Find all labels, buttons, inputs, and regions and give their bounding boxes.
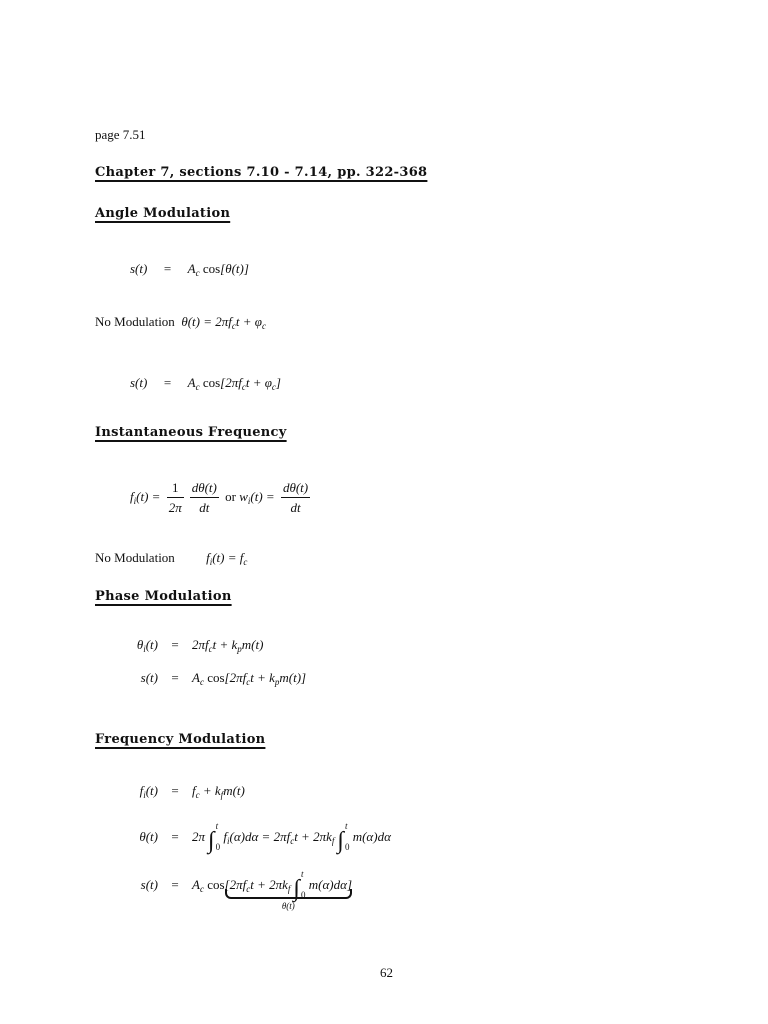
- equation-unmodulated-signal: $s(t) = A_c$ $\cos[2\pi f_ct + \varphi_c]$: [130, 375, 281, 392]
- section-title-frequency-modulation: Frequency Modulation: [95, 732, 266, 747]
- underbrace: [225, 889, 352, 899]
- no-modulation-phase-line: [95, 314, 266, 331]
- equation-instantaneous-frequency: $f_i(t)$ = $\frac{1}{2\pi}$ $\frac{d\theta(t)}{dt}$ or $w_i(t)$ = $\frac{d\theta(t)}{dt}$: [130, 480, 309, 515]
- equation-fm-frequency: $f_i(t) = f_c + k_fm(t)$: [139, 783, 245, 800]
- underbrace-group: [$2\pi f_ct + 2\pi k_f$ ∫ t 0 m(α)dα] θ(t): [224, 869, 353, 911]
- equation-pm-signal: $s(t) = A_c$ $\cos[2\pi f_ct + k_pm(t)]$: [140, 670, 307, 687]
- section-title-instantaneous-frequency: Instantaneous Frequency: [95, 425, 287, 440]
- equation-pm-theta: $\theta_i(t) = 2\pi f_ct + k_pm(t)$: [136, 637, 264, 654]
- section-title-angle-modulation: Angle Modulation: [95, 206, 231, 221]
- section-title-phase-modulation: Phase Modulation: [95, 589, 232, 604]
- or-label: or: [225, 488, 236, 504]
- no-modulation-label: No Modulation: [95, 314, 175, 329]
- equation-theta-unmodulated: $\theta(t) = 2\pi f_ct + \varphi_c$: [178, 314, 266, 331]
- page-number: 62: [380, 965, 393, 980]
- no-modulation-frequency-line: [95, 550, 247, 567]
- fraction-one-over-two-pi: $\frac{1}{2\pi}$: [168, 480, 182, 515]
- fraction-dtheta-dt-angular: $\frac{d\theta(t)}{dt}$: [282, 480, 309, 515]
- chapter-heading: Chapter 7, sections 7.10 - 7.14, pp. 322-368: [95, 165, 428, 180]
- equation-fi-equals-fc: $f_i(t) = f_c$: [206, 550, 248, 567]
- fraction-dtheta-dt: $\frac{d\theta(t)}{dt}$: [191, 480, 217, 515]
- underbrace-label: θ(t): [281, 901, 295, 911]
- page-label: page 7.51: [95, 127, 146, 142]
- no-modulation-label: No Modulation: [95, 550, 175, 565]
- equation-fm-theta: θ(t) = 2π ∫ t 0 $f_i(\alpha)d\alpha = 2\pi f_ct + 2\pi k_f$ ∫ t 0 m(α)dα: [139, 821, 391, 854]
- equation-fm-signal: $s(t) = A_c$ $\cos[2\pi f_ct + 2\pi k_f$ ∫ t 0 m(α)dα] θ(t): [140, 869, 353, 911]
- equation-angle-signal: $s(t) = A_c$ cos[θ(t)]: [130, 261, 249, 278]
